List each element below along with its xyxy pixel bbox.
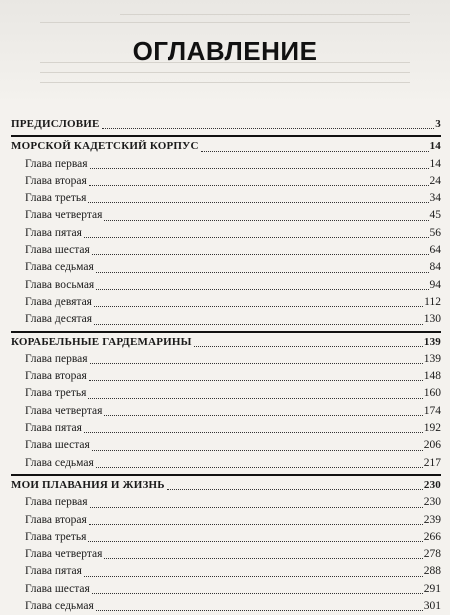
toc-preface[interactable]: [11, 116, 441, 133]
toc-label: Глава вторая: [25, 513, 87, 526]
toc-chapter[interactable]: [11, 351, 441, 368]
toc-page-number: 56: [429, 226, 441, 239]
toc-leader-dots: [104, 557, 422, 559]
toc-leader-dots: [96, 609, 423, 611]
toc-leader-dots: [96, 288, 428, 290]
toc-label: Глава первая: [25, 496, 88, 509]
toc-page-number: 130: [423, 313, 441, 326]
toc-page-number: 14: [429, 157, 441, 170]
toc-page-number: 230: [423, 496, 441, 509]
toc-part-3[interactable]: [11, 477, 441, 494]
section-divider: [11, 331, 441, 333]
toc-page-number: 3: [435, 118, 441, 130]
toc-leader-dots: [167, 488, 423, 490]
toc-chapter[interactable]: [11, 156, 441, 173]
toc-page-number: 84: [429, 261, 441, 274]
toc-chapter[interactable]: [11, 437, 441, 454]
toc-page-number: 160: [423, 387, 441, 400]
toc-label: Глава третья: [25, 387, 87, 400]
toc-page-number: 288: [423, 565, 441, 578]
toc-label: КОРАБЕЛЬНЫЕ ГАРДЕМАРИНЫ: [11, 335, 192, 348]
toc-label: МОРСКОЙ КАДЕТСКИЙ КОРПУС: [11, 140, 199, 153]
toc-leader-dots: [90, 506, 423, 508]
toc-label: Глава четвертая: [25, 209, 103, 222]
toc-leader-dots: [104, 219, 428, 221]
toc-chapter[interactable]: [11, 403, 441, 420]
toc-page-number: 278: [423, 548, 441, 561]
toc-page-number: 192: [423, 422, 441, 435]
toc-chapter[interactable]: [11, 455, 441, 472]
toc-page-number: 239: [423, 513, 441, 526]
section-divider: [11, 135, 441, 137]
toc-chapter[interactable]: [11, 598, 441, 615]
toc-chapter[interactable]: [11, 311, 441, 328]
toc-page-number: 24: [429, 174, 441, 187]
toc-chapter[interactable]: [11, 294, 441, 311]
toc-label: Глава шестая: [25, 582, 90, 595]
toc-label: Глава седьмая: [25, 261, 94, 274]
toc-leader-dots: [94, 305, 423, 307]
toc-chapter[interactable]: [11, 529, 441, 546]
toc-label: Глава вторая: [25, 370, 87, 383]
toc-leader-dots: [89, 523, 423, 525]
section-divider: [11, 474, 441, 476]
toc-label: Глава шестая: [25, 244, 90, 257]
toc-page-number: 94: [429, 278, 441, 291]
show-through-line: [40, 72, 410, 73]
toc-leader-dots: [201, 150, 429, 152]
toc-chapter[interactable]: [11, 242, 441, 259]
toc-page-number: 64: [429, 244, 441, 257]
toc-page-number: 174: [423, 404, 441, 417]
toc-leader-dots: [84, 236, 429, 238]
toc-chapter[interactable]: [11, 385, 441, 402]
toc-label: ПРЕДИСЛОВИЕ: [11, 118, 100, 130]
toc-chapter[interactable]: [11, 259, 441, 276]
toc-leader-dots: [90, 167, 429, 169]
toc-leader-dots: [102, 127, 435, 129]
table-of-contents: [11, 116, 441, 615]
toc-leader-dots: [92, 253, 429, 255]
toc-part-1[interactable]: [11, 138, 441, 155]
toc-chapter[interactable]: [11, 563, 441, 580]
toc-page-number: 139: [423, 352, 441, 365]
toc-page-number: 266: [423, 530, 441, 543]
toc-leader-dots: [94, 323, 423, 325]
toc-label: Глава первая: [25, 157, 88, 170]
toc-label: Глава восьмая: [25, 278, 95, 291]
toc-label: Глава четвертая: [25, 548, 103, 561]
toc-label: МОИ ПЛАВАНИЯ И ЖИЗНЬ: [11, 478, 165, 491]
toc-page-number: 206: [423, 439, 441, 452]
toc-leader-dots: [89, 379, 423, 381]
toc-page-number: 148: [423, 370, 441, 383]
page-title: ОГЛАВЛЕНИЕ: [132, 36, 318, 66]
toc-page-number: 14: [429, 140, 441, 153]
toc-label: Глава четвертая: [25, 404, 103, 417]
toc-chapter[interactable]: [11, 420, 441, 437]
toc-leader-dots: [92, 592, 423, 594]
show-through-line: [120, 14, 410, 15]
toc-chapter[interactable]: [11, 546, 441, 563]
toc-label: Глава девятая: [25, 295, 92, 308]
show-through-line: [40, 82, 410, 83]
toc-leader-dots: [96, 271, 429, 273]
toc-chapter[interactable]: [11, 512, 441, 529]
toc-page-number: 45: [429, 209, 441, 222]
toc-page-number: 112: [424, 295, 441, 308]
toc-chapter[interactable]: [11, 368, 441, 385]
toc-page-number: 34: [429, 192, 441, 205]
toc-label: Глава пятая: [25, 565, 82, 578]
toc-label: Глава десятая: [25, 313, 93, 326]
toc-leader-dots: [84, 575, 423, 577]
toc-label: Глава первая: [25, 352, 88, 365]
toc-page-number: 217: [423, 456, 441, 469]
toc-chapter[interactable]: [11, 225, 441, 242]
toc-leader-dots: [88, 397, 422, 399]
toc-page-number: 139: [423, 335, 441, 348]
toc-page-number: 291: [423, 582, 441, 595]
toc-page-number: 301: [423, 600, 441, 613]
toc-label: Глава вторая: [25, 174, 87, 187]
toc-chapter[interactable]: [11, 494, 441, 511]
toc-label: Глава шестая: [25, 439, 90, 452]
toc-leader-dots: [84, 431, 423, 433]
toc-chapter[interactable]: [11, 207, 441, 224]
toc-page-number: 230: [423, 478, 441, 491]
toc-leader-dots: [89, 184, 429, 186]
toc-label: Глава пятая: [25, 422, 82, 435]
toc-chapter[interactable]: [11, 173, 441, 190]
toc-label: Глава седьмая: [25, 456, 94, 469]
toc-chapter[interactable]: [11, 190, 441, 207]
show-through-line: [40, 22, 410, 23]
toc-leader-dots: [90, 362, 423, 364]
toc-label: Глава третья: [25, 530, 87, 543]
toc-leader-dots: [88, 201, 428, 203]
toc-label: Глава третья: [25, 192, 87, 205]
toc-label: Глава седьмая: [25, 600, 94, 613]
toc-label: Глава пятая: [25, 226, 82, 239]
toc-chapter[interactable]: [11, 581, 441, 598]
toc-leader-dots: [104, 414, 422, 416]
toc-leader-dots: [88, 540, 422, 542]
toc-part-2[interactable]: [11, 334, 441, 351]
toc-chapter[interactable]: [11, 277, 441, 294]
toc-leader-dots: [96, 466, 423, 468]
toc-leader-dots: [92, 449, 423, 451]
toc-leader-dots: [194, 345, 423, 347]
